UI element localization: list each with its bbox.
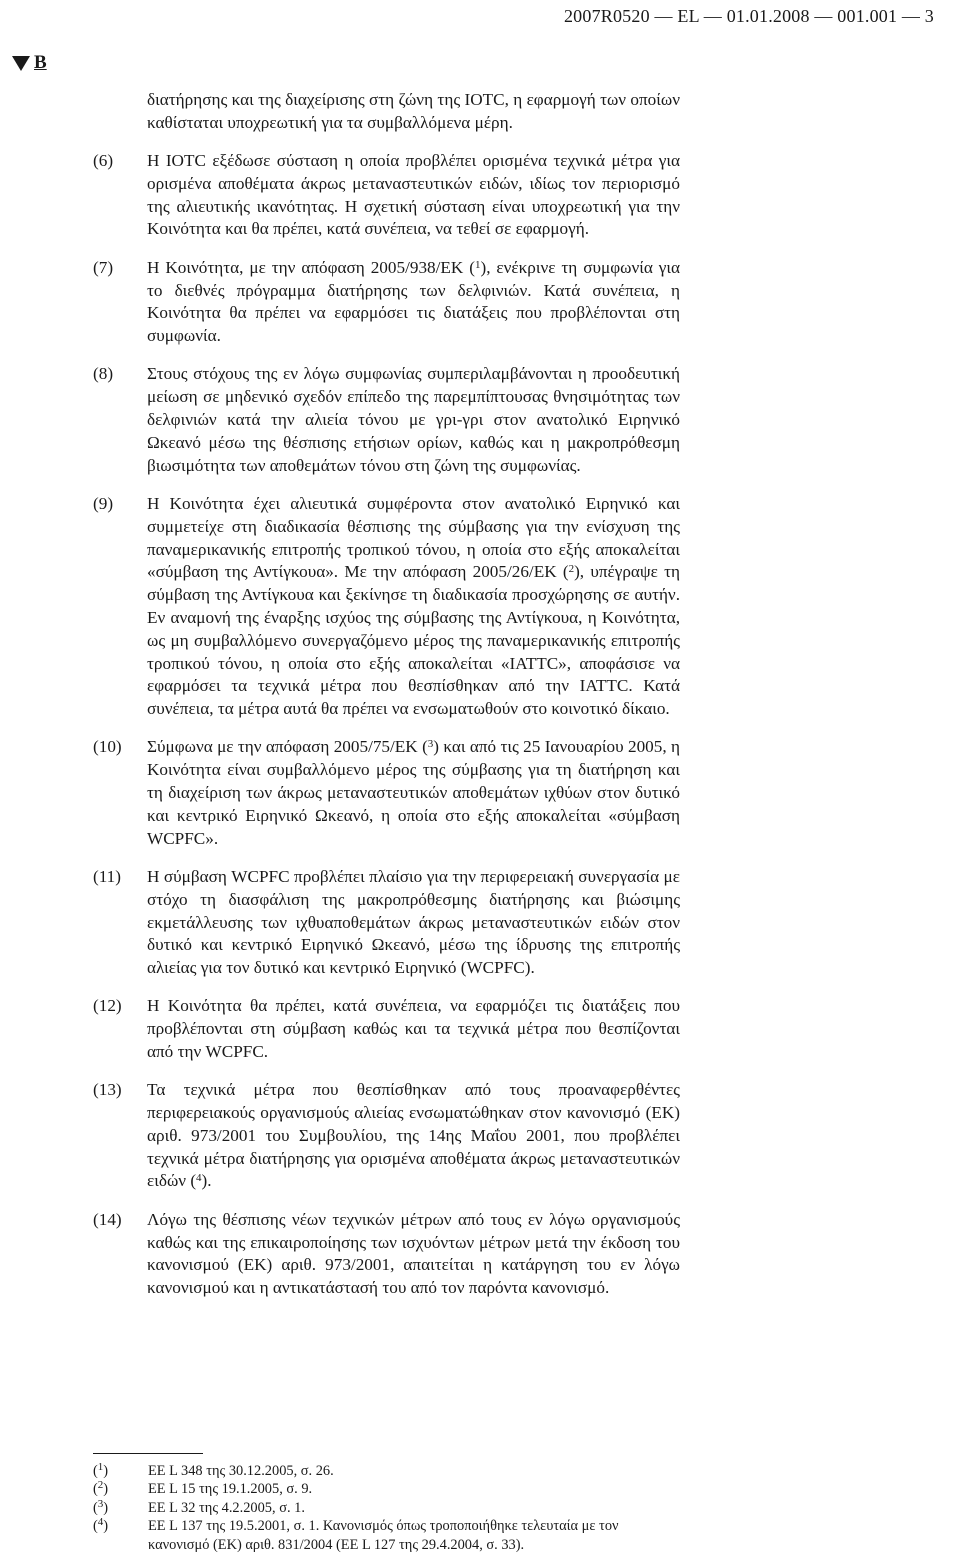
recital-number: (9) xyxy=(93,493,114,513)
footnote-ref: 3 xyxy=(427,738,434,751)
recital-number: (13) xyxy=(93,1080,122,1100)
recital-text: Λόγω της θέσπισης νέων τεχνικών μέτρων από τους εν λόγω οργανισμούς καθώς και της επικαιροποίησης των ισχυόντων μέτρων μετά την έκδοση του κανονισμού (ΕΚ) αριθ. 973/2001, απαιτείται η κατάργηση του εν λόγω κανονισμού και η αντικατάστασή του από τον παρόντα κανονισμό. xyxy=(147,1209,680,1298)
footnote-ref: 4 xyxy=(196,1172,202,1185)
recital-number: (7) xyxy=(93,257,114,277)
amendment-marker xyxy=(12,52,47,74)
recital-6 xyxy=(93,150,680,241)
triangle-down-icon xyxy=(12,56,30,71)
recital-10 xyxy=(93,736,680,850)
recital-text-part: ), υπέγραψε τη σύμβαση της Αντίγκουα και ξεκίνησε τη διαδικασία προσχώρησης σε αυτήν. Εν αναμονή της έναρξης ισχύος της σύμβασης της Αντίγκουα, η Κοινότητα, ως μη συμβαλλόμενο συνεργαζόμενο μέρος της παναμερικανικής επιτροπής τροπικού τόνου, η οποία στο εξής αποκαλείται «IATTC», αποφάσισε να εφαρμόσει τα τεχνικά μέτρα που θεσπίσθηκαν από την IATTC. Κατά συνέπεια, τα μέτρα αυτά θα πρέπει να ενσωματωθούν στο κοινοτικό δίκαιο. xyxy=(147,562,680,719)
recital-text: Στους στόχους της εν λόγω συμφωνίας συμπεριλαμβάνονται η προοδευτική μείωση σε μηδενικό σχεδόν επίπεδο της παρεμπίπτουσας θνησιμότητας των δελφινιών κατά την αλιεία τόνου με γρι-γρι στον ανατολικό Ειρηνικό Ωκεανό μέσω της θέσπισης ετήσιων ορίων, καθώς και η μακροπρόθεσμη βιωσιμότητα των αποθεμάτων τόνου στη ζώνη της συμφωνίας. xyxy=(147,364,680,475)
recital-9 xyxy=(93,493,680,721)
recitals xyxy=(93,89,680,1315)
footnote-divider xyxy=(93,1453,203,1454)
recital-text-part: Η Κοινότητα, με την απόφαση 2005/938/ΕΚ ( xyxy=(147,257,475,277)
footnote-text: ΕΕ L 348 της 30.12.2005, σ. 26. xyxy=(148,1463,334,1479)
amendment-marker-label: B xyxy=(34,52,47,73)
footnote-number-value: 1 xyxy=(97,1461,104,1473)
recital-continuation xyxy=(93,89,680,135)
recital-text-part: Σύμφωνα με την απόφαση 2005/75/ΕΚ ( xyxy=(147,737,428,757)
recital-text: Η Κοινότητα θα πρέπει, κατά συνέπεια, να εφαρμόζει τις διατάξεις που προβλέπονται στη σύμβαση καθώς και τα τεχνικά μέτρα που θεσπίζονται από την WCPFC. xyxy=(147,996,680,1061)
recital-text-part: ). xyxy=(201,1171,212,1191)
recital-11 xyxy=(93,866,680,980)
recital-text xyxy=(147,257,680,348)
footnote-2 xyxy=(93,1480,683,1498)
recital-text: Η ΙΟΤC εξέδωσε σύσταση η οποία προβλέπει ορισμένα τεχνικά μέτρα για ορισμένα αποθέματα άκρως μεταναστευτικών ειδών, ιδίως τον περιορισμό της αλιευτικής ικανότητας. Η σχετική σύσταση είναι υποχρεωτική για την Κοινότητα και θα πρέπει, κατά συνέπεια, να τεθεί σε εφαρμογή. xyxy=(147,151,680,239)
recital-number: (10) xyxy=(93,737,122,757)
footnote-number: ($^2$) xyxy=(93,1479,109,1498)
recital-text-part: ) και από τις 25 Ιανουαρίου 2005, η Κοινότητα είναι συμβαλλόμενο μέρος της σύμβασης για τη διατήρηση και τη διαχείριση των άκρως μεταναστευτικών αποθεμάτων ιχθύων στον δυτικό και κεντρικό Ειρηνικό Ωκεανό, η οποία στο εξής αποκαλείται «σύμβαση WCPFC». xyxy=(147,737,680,848)
footnote-number-value: 2 xyxy=(97,1479,104,1492)
recital-number: (14) xyxy=(93,1209,122,1229)
footnote-number-value: 3 xyxy=(97,1497,104,1510)
recital-number: (6) xyxy=(93,151,114,171)
footnote-text: ΕΕ L 32 της 4.2.2005, σ. 1. xyxy=(148,1499,305,1516)
footnote-4 xyxy=(93,1517,683,1554)
recital-13 xyxy=(93,1079,680,1193)
footnote-text: ΕΕ L 137 της 19.5.2001, σ. 1. Κανονισμός όπως τροποποιήθηκε τελευταία με τον κανονισμό (ΕΚ) αριθ. 831/2004 (ΕΕ L 127 της 29.4.2004, σ. 33). xyxy=(148,1518,619,1553)
footnote-number: ($^3$) xyxy=(93,1497,109,1516)
recital-number: (11) xyxy=(93,866,121,886)
footnote-3 xyxy=(93,1499,683,1517)
footnote-1 xyxy=(93,1462,683,1480)
footnotes xyxy=(93,1462,683,1554)
recital-number: (8) xyxy=(93,364,114,384)
footnote-text: ΕΕ L 15 της 19.1.2005, σ. 9. xyxy=(148,1481,313,1498)
recital-text xyxy=(147,736,680,850)
footnote-number: ($^4$) xyxy=(93,1516,109,1535)
recital-text: Η σύμβαση WCPFC προβλέπει πλαίσιο για την περιφερειακή συνεργασία με στόχο τη διασφάλιση της μακροπρόθεσμης διατήρησης και βιώσιμης εκμετάλλευσης των ιχθυαποθεμάτων άκρως μεταναστευτικών ειδών στον δυτικό και κεντρικό Ειρηνικό Ωκεανό, μέσω της ίδρυσης της επιτροπής αλιείας για τον δυτικό και κεντρικό Ειρηνικό (WCPFC). xyxy=(147,866,680,978)
footnote-number-value: 4 xyxy=(97,1516,104,1529)
footnote-ref: 2 xyxy=(568,563,575,576)
footnote-ref: 1 xyxy=(474,258,481,271)
recital-text: διατήρησης και της διαχείρισης στη ζώνη της ΙΟΤC, η εφαρμογή των οποίων καθίσταται υποχρεωτική για τα συμβαλλόμενα μέρη. xyxy=(147,90,680,132)
recital-12 xyxy=(93,995,680,1063)
recital-text-part: ), ενέκρινε τη συμφωνία για το διεθνές πρόγραμμα διατήρησης των δελφινιών. Κατά συνέπεια, η Κοινότητα θα πρέπει να εφαρμόσει τις διατάξεις που προβλέπονται στη συμφωνία. xyxy=(147,257,680,346)
recital-text xyxy=(147,493,680,721)
recital-8 xyxy=(93,363,680,477)
recital-text-part: Η Κοινότητα έχει αλιευτικά συμφέροντα στον ανατολικό Ειρηνικό και συμμετείχε στη διαδικασία θέσπισης της σύμβασης για την ενίσχυση της παναμερικανικής επιτροπής τροπικού τόνου, η οποία στο εξής αποκαλείται «σύμβαση της Αντίγκουα». Με την απόφαση 2005/26/ΕΚ ( xyxy=(147,493,680,582)
recital-7 xyxy=(93,257,680,348)
recital-number: (12) xyxy=(93,996,122,1016)
footnote-number: ($^1$) xyxy=(93,1461,109,1479)
recital-text xyxy=(147,1079,680,1193)
page-header: 2007R0520 — EL — 01.01.2008 — 001.001 — 3 xyxy=(563,6,934,26)
recital-14 xyxy=(93,1209,680,1300)
recital-text-part: Τα τεχνικά μέτρα που θεσπίσθηκαν από τους προαναφερθέντες περιφερειακούς οργανισμούς αλιείας ενσωματώθηκαν στον κανονισμό (ΕΚ) αριθ. 973/2001 του Συμβουλίου, της 14ης Μαΐου 2001, που προβλέπει τεχνικά μέτρα διατήρησης για ορισμένα αποθέματα άκρως μεταναστευτικών ειδών ( xyxy=(147,1080,680,1191)
